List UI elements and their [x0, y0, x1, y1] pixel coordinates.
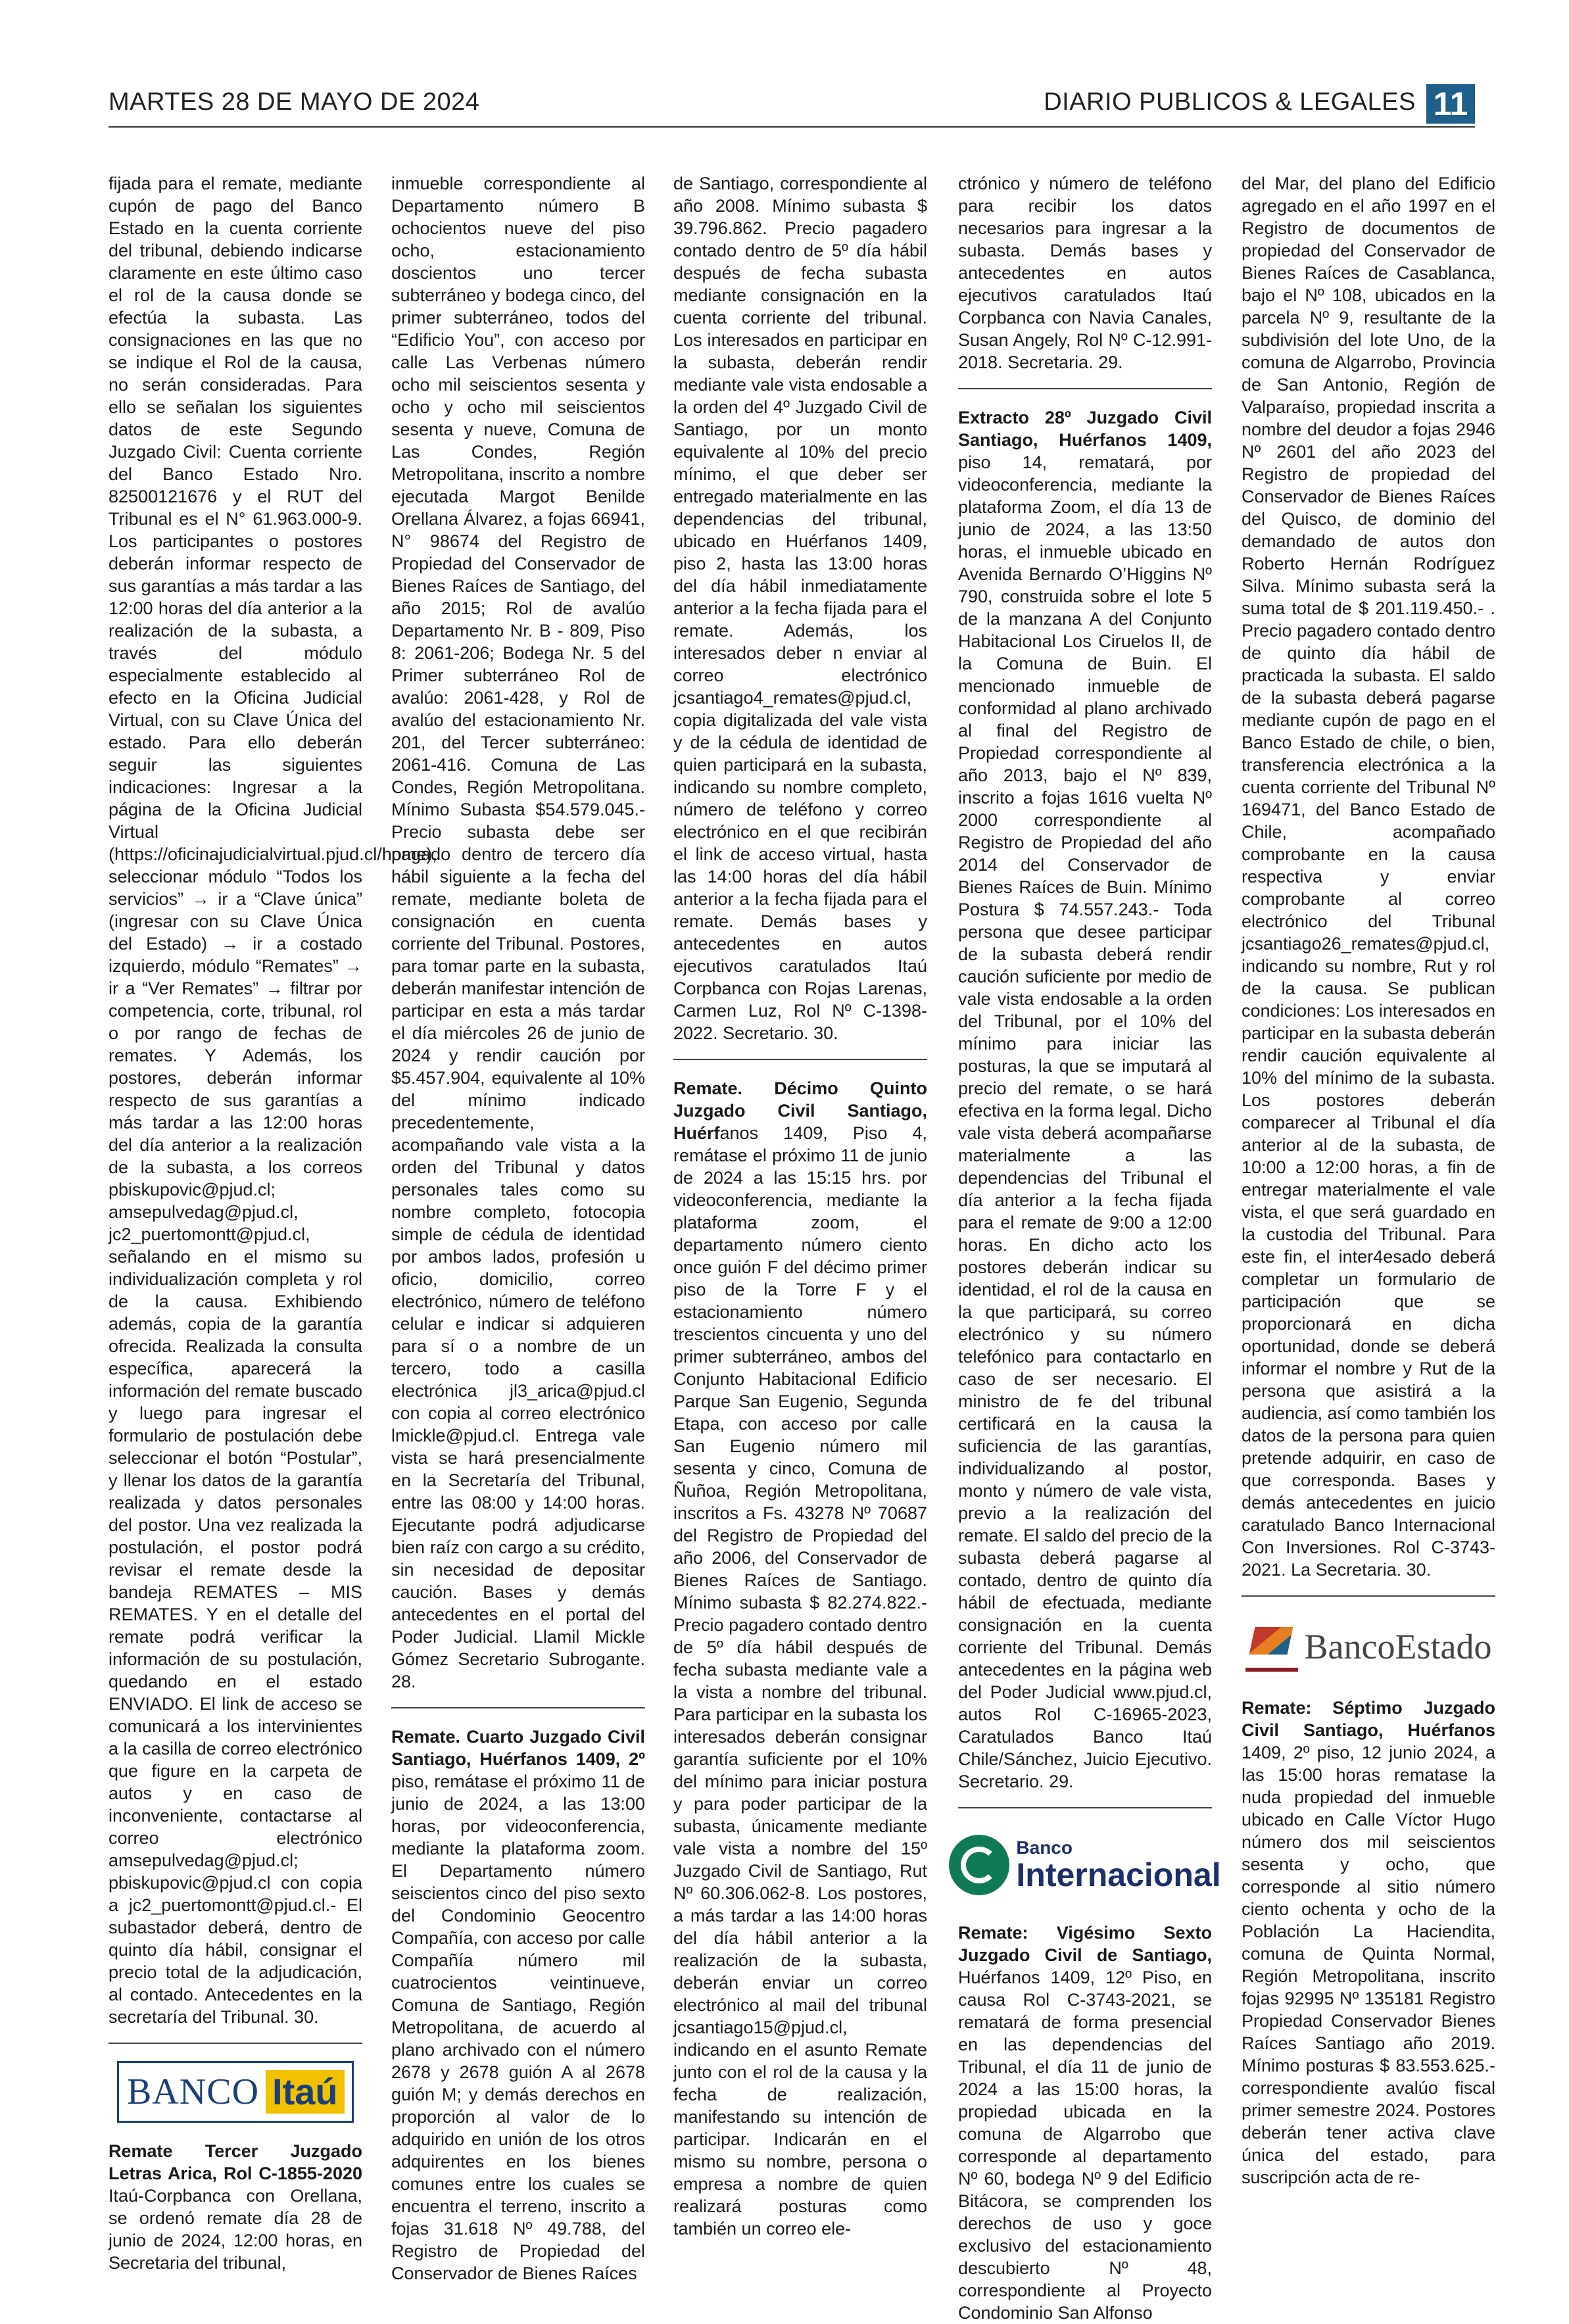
internacional-logo-top: Banco — [1016, 1837, 1073, 1858]
notice-divider — [673, 1059, 927, 1060]
notice-divider — [958, 388, 1212, 389]
notice-body: anos 1409, Piso 4, remátase el próximo 11 de junio de 2024 a las 15:15 hrs. por videoconferencia, mediante la plataforma zoom, el departamento número ciento once guión F del décimo primer piso de la Torre F y el estacionamiento número trescientos cincuenta y uno del primer subterráneo, ambos del Conjunto Habitacional Edificio Parque San Eugenio, Segunda Etapa, con acceso por calle San Eugenio número mil sesenta y cinco, Comuna de Ñuñoa, Región Metropolitana, inscritos a Fs. 43278 Nº 70687 del Registro de Propiedad del año 2006, del Conservador de Bienes Raíces de Santiago. Mínimo subasta $ 82.274.822.- Precio pagadero contado dentro de 5º día hábil después de fecha subasta mediante vale a la vista a nombre del tribunal. Para participar en la subasta los interesados deberán consignar garantía suficiente por el 10% del mínimo para iniciar postura y para poder participar de la subasta, únicamente mediante vale vista a nombre del 15º Juzgado Civil de Santiago, Rut Nº 60.306.062-8. Los postores, a más tardar a las 14:00 horas del día hábil anterior a la realización de la subasta, deberán enviar un correo electrónico al mail del tribunal jcsantiago15@pjud.cl, indicando en el asunto Remate junto con el rol de la causa y la fecha de realización, manifestando su intención de participar. Indicarán en el mismo su nombre, persona o empresa a nombre de quien realizará posturas como también un correo ele- — [673, 1123, 927, 2239]
notice-heading: Remate: Vigésimo Sexto Juzgado Civil de Santiago, — [958, 1923, 1212, 1965]
itau-logo-brand: Itaú — [266, 2070, 345, 2114]
internacional-logo-bottom: Internacional — [1016, 1856, 1221, 1893]
header-rule — [109, 126, 1475, 128]
column-3 — [673, 172, 927, 2263]
notice-text — [673, 1077, 927, 2240]
bancoestado-mark-icon — [1245, 1622, 1298, 1672]
itau-logo — [109, 2061, 362, 2123]
itau-logo-box — [117, 2061, 354, 2123]
bancoestado-logo — [1242, 1614, 1495, 1680]
column-4 — [958, 172, 1221, 2323]
notice-text — [1242, 1697, 1495, 2189]
notice-divider — [1242, 1595, 1495, 1597]
header-publication: DIARIO PUBLICOS & LEGALES — [1044, 88, 1416, 116]
column-1 — [109, 172, 437, 2273]
notice-text: del Mar, del plano del Edificio agregado en el año 1997 en el Registro de documentos de propiedad del Conservador de Bienes Raíces de Casablanca, bajo el Nº 108, ubicados en la parcela Nº 9, resultante de la subdivisión del lote Uno, de la comuna de Algarrobo, Provincia de San Antonio, Región de Valparaíso, propiedad inscrita a nombre del deudor a fojas 2946 Nº 2601 del año 2023 del Registro de propiedad del Conservador de Bienes Raíces del Quisco, de dominio del demandado de autos don Roberto Hernán Rodríguez Silva. Mínimo subasta será la suma total de $ 201.119.450.- . Precio pagadero contado dentro de quinto día hábil de practicada la subasta. El saldo de la subasta deberá pagarse mediante cupón de pago en el Banco Estado de chile, o bien, transferencia electrónica a la cuenta corriente del Tribunal Nº 169471, del Banco Estado de Chile, acompañado comprobante en la causa respectiva y enviar comprobante al correo electrónico del Tribunal jcsantiago26_remates@pjud.cl, indicando su nombre, Rut y rol de la causa. Se publican condiciones: Los interesados en participar en la subasta deberán rendir caución equivalente al 10% del mínimo de la subasta. Los postores deberán comparecer al Tribunal el día anterior al de la subasta, de 10:00 a 12:00 horas, a fin de entregar materialmente el vale vista, el que será guardado en la custodia del Tribunal. Para este fin, el inter4esado deberá completar un formulario de participación que se proporcionará en dicha oportunidad, donde se deberá informar el nombre y Rut de la persona que asistirá a la audiencia, así como también los datos de la persona para quien pretende adquirir, en caso de que corresponda. Bases y demás antecedentes en juicio caratulado Banco Internacional Con Inversiones. Rol C-3743-2021. La Secretaria. 30. — [1242, 174, 1495, 1580]
notice-text — [958, 406, 1212, 1793]
page-header — [109, 84, 1475, 125]
notice-divider — [958, 1807, 1212, 1808]
notice-text — [391, 1726, 645, 2285]
notice-heading: Remate. Décimo Quinto Juzgado Civil Santiago, Huérf — [673, 1078, 927, 1143]
header-date: MARTES 28 DE MAYO DE 2024 — [109, 88, 480, 116]
notice-heading: Remate: Séptimo Juzgado Civil Santiago, Huérfanos — [1242, 1698, 1495, 1740]
bancoestado-logo-text: BancoEstado — [1304, 1627, 1492, 1666]
notice-heading: Remate Tercer Juzgado Letras Arica, Rol C-1855-2020 — [109, 2141, 362, 2183]
banco-internacional-logo — [958, 1826, 1221, 1904]
notice-text — [958, 1922, 1212, 2324]
notice-heading: Remate. Cuarto Juzgado Civil Santiago, Huérfanos 1409, 2º — [391, 1727, 645, 1769]
notice-body: piso 14, rematará, por videoconferencia, mediante la plataforma Zoom, el día 13 de junio de 2024, a las 13:50 horas, el inmueble ubicado en Avenida Bernardo O’Higgins Nº 790, construida sobre el lote 5 de la manzana A del Conjunto Habitacional Los Ciruelos II, de la Comuna de Buin. El mencionado inmueble de conformidad al plano archivado al final del Registro de Propiedad correspondiente al año 2013, bajo el Nº 839, inscrito a fojas 1616 vuelta Nº 2000 correspondiente al Registro de Propiedad del año 2014 del Conservador de Bienes Raíces de Buin. Mínimo Postura $ 74.557.243.- Toda persona que desee participar de la subasta deberá rendir caución suficiente por medio de vale vista endosable a la orden del Tribunal, por el 10% del mínimo para iniciar las posturas, la que se imputará al precio del remate, o se hará efectiva en la forma legal. Dicho vale vista deberá acompañarse materialmente a las dependencias del Tribunal el día anterior a la fecha fijada para el remate de 9:00 a 12:00 horas. En dicho acto los postores deberán indicar su identidad, el rol de la causa en la que participará, su correo electrónico y su número telefónico para contactarlo en caso de ser necesario. El ministro de fe del tribunal certificará en la causa la suficiencia de las garantías, individualizando al postor, monto y número de vale vista, previo a la realización del remate. El saldo del precio de la subasta deberá pagarse al contado, dentro de quinto día hábil de efectuada, mediante consignación en la cuenta corriente del Tribunal. Demás antecedentes en la página web del Poder Judicial www.pjud.cl, autos Rol C-16965-2023, Caratulados Banco Itaú Chile/Sánchez, Juicio Ejecutivo. Secretario. 29. — [958, 452, 1212, 1791]
notice-text — [109, 2140, 362, 2274]
page-number-badge: 11 — [1426, 84, 1475, 124]
column-5 — [1242, 172, 1495, 2263]
column-2 — [391, 172, 645, 2283]
notice-body: Huérfanos 1409, 12º Piso, en causa Rol C-3743-2021, se rematará de forma presencial en las dependencias del Tribunal, el día 11 de junio de 2024 a las 15:00 horas, la propiedad ubicada en la comuna de Algarrobo que corresponde al departamento Nº 60, bodega Nº 9 del Edificio Bitácora, se comprenden los derechos de uso y goce exclusivo del estacionamiento descubierto Nº 48, correspondiente al Proyecto Condominio San Alfonso — [958, 1968, 1212, 2323]
notice-divider — [391, 1707, 645, 1708]
globe-icon — [949, 1835, 1009, 1895]
notice-text: fijada para el remate, mediante cupón de pago del Banco Estado en la cuenta corriente del tribunal, debiendo indicarse claramente en este último caso el rol de la causa donde se efectúa la subasta. Las consignaciones en las que no se indique el Rol de la causa, no serán consideradas. Para ello se señalan los siguientes datos de este Segundo Juzgado Civil: Cuenta corriente del Banco Estado Nro. 82500121676 y el RUT del Tribunal es el N° 61.963.000-9. Los participantes o postores deberán informar respecto de sus garantías a más tardar a las 12:00 horas del día anterior a la realización de la subasta, a través del módulo especialmente establecido al efecto en la Oficina Judicial Virtual, con su Clave Única del estado. Para ello deberán seguir las siguientes indicaciones: Ingresar a la página de la Oficina Judicial Virtual (https://oficinajudicialvirtual.pjud.cl/home), seleccionar módulo “Todos los servicios” → ir a “Clave única” (ingresar con su Clave Única del Estado) → ir a costado izquierdo, módulo “Remates” → ir a “Ver Remates” → filtrar por competencia, corte, tribunal, rol o por rango de fechas de remates. Y Además, los postores, deberán informar respecto de sus garantías a más tardar a las 12:00 horas del día anterior a la realización de la subasta, a los correos pbiskupovic@pjud.cl; amsepulvedag@pjud.cl, jc2_puertomontt@pjud.cl, señalando en el mismo su individualización completa y rol de la causa. Exhibiendo además, copia de la garantía ofrecida. Realizada la consulta específica, aparecerá la información del remate buscado y luego para ingresar el formulario de postulación debe seleccionar el botón “Postular”, y llenar los datos de la garantía realizada y datos personales del postor. Una vez realizada la postulación, el postor podrá revisar el remate desde la bandeja REMATES – MIS REMATES. Y en el detalle del remate podrá verificar la información de su postulación, quedando en el estado ENVIADO. El link de acceso se comunicará a los intervinientes a la casilla de correo electrónico que figure en la carpeta de autos y en caso de inconveniente, contactarse al correo electrónico amsepulvedag@pjud.cl; pbiskupovic@pjud.cl con copia a jc2_puertomontt@pjud.cl.- El subastador deberá, dentro de quinto día hábil, consignar el precio total de la adjudicación, al contado. Antecedentes en la secretaría del Tribunal. 30. — [109, 174, 437, 2027]
notice-body: Itaú-Corpbanca con Orellana, se ordenó remate día 28 de junio de 2024, 12:00 horas, en Secretaria del tribunal, — [109, 2186, 362, 2273]
notice-divider — [109, 2043, 362, 2044]
notice-text: ctrónico y número de teléfono para recibir los datos necesarios para ingresar a la subasta. Demás bases y antecedentes en autos ejecutivos caratulados Itaú Corpbanca con Navia Canales, Susan Angely, Rol Nº C-12.991-2018. Secretaria. 29. — [958, 174, 1212, 372]
notice-body: piso, remátase el próximo 11 de junio de 2024, a las 13:00 horas, por videoconferencia, mediante la plataforma zoom. El Departamento número seiscientos cinco del piso sexto del Condominio Geocentro Compañía, con acceso por calle Compañía número mil cuatrocientos veintinueve, Comuna de Santiago, Región Metropolitana, de acuerdo al plano archivado con el número 2678 y 2678 guión A al 2678 guión M; y demás derechos en proporción al valor de lo adquirido en unión de los otros adquirentes en los bienes comunes entre los cuales se encuentra el terreno, inscrito a fojas 31.618 Nº 49.788, del Registro de Propiedad del Conservador de Bienes Raíces — [391, 1772, 645, 2283]
notice-text: inmueble correspondiente al Departamento número B ochocientos nueve del piso ocho, estacionamiento doscientos uno tercer subterráneo y bodega cinco, del primer subterráneo, todos del “Edificio You”, con acceso por calle Las Verbenas número ocho mil seiscientos sesenta y ocho y ocho mil seiscientos sesenta y nueve, Comuna de Las Condes, Región Metropolitana, inscrito a nombre ejecutada Margot Benilde Orellana Álvarez, a fojas 66941, N° 98674 del Registro de Propiedad del Conservador de Bienes Raíces de Santiago, del año 2015; Rol de avalúo Departamento Nr. B - 809, Piso 8: 2061-206; Bodega Nr. 5 del Primer subterráneo Rol de avalúo: 2061-428, y Rol de avalúo del estacionamiento Nr. 201, del Tercer subterráneo: 2061-416. Comuna de Las Condes, Región Metropolitana. Mínimo Subasta $54.579.045.- Precio subasta debe ser pagado dentro de tercero día hábil siguiente a la fecha del remate, mediante boleta de consignación en cuenta corriente del Tribunal. Postores, para tomar parte en la subasta, deberán manifestar intención de participar en esta a más tardar el día miércoles 26 de junio de 2024 y rendir caución por $5.457.904, equivalente al 10% del mínimo indicado precedentemente, acompañando vale vista a la orden del Tribunal y datos personales tales como su nombre completo, fotocopia simple de cédula de identidad por ambos lados, profesión u oficio, domicilio, correo electrónico, número de teléfono celular e indicar si adquieren para sí o a nombre de un tercero, todo a casilla electrónica jl3_arica@pjud.cl con copia al correo electrónico lmickle@pjud.cl. Entrega vale vista se hará presencialmente en la Secretaría del Tribunal, entre las 08:00 y 14:00 horas. Ejecutante podrá adjudicarse bien raíz con cargo a su crédito, sin necesidad de depositar caución. Bases y demás antecedentes en el portal del Poder Judicial. Llamil Mickle Gómez Secretario Subrogante. 28. — [391, 174, 645, 1691]
itau-logo-banco: BANCO — [127, 2071, 260, 2112]
notice-text: de Santiago, correspondiente al año 2008. Mínimo subasta $ 39.796.862. Precio pagadero contado dentro de 5º día hábil después de fecha subasta mediante consignación en la cuenta corriente del tribunal. Los interesados en participar en la subasta, deberán rendir mediante vale vista endosable a la orden del 4º Juzgado Civil de Santiago, por un monto equivalente al 10% del precio mínimo, el que deber ser entregado materialmente en las dependencias del tribunal, ubicado en Huérfanos 1409, piso 2, hasta las 13:00 horas del día hábil inmediatamente anterior a la fecha fijada para el remate. Además, los interesados deber n enviar al correo electrónico jcsantiago4_remates@pjud.cl, copia digitalizada del vale vista y de la cédula de identidad de quien participará en la subasta, indicando su nombre completo, número de teléfono y correo electrónico en el que recibirán el link de acceso virtual, hasta las 14:00 horas del día hábil anterior a la fecha fijada para el remate. Demás bases y antecedentes en autos ejecutivos caratulados Itaú Corpbanca con Rojas Larenas, Carmen Luz, Rol Nº C-1398-2022. Secretario. 30. — [673, 174, 927, 1043]
notice-body: 1409, 2º piso, 12 junio 2024, a las 15:00 horas rematase la nuda propiedad del inmueble ubicado en Calle Víctor Hugo número dos mil seiscientos sesenta y ocho, que corresponde al sitio número ciento ochenta y ocho de la Población La Haciendita, comuna de Quinta Normal, Región Metropolitana, inscrito fojas 92995 Nº 135181 Registro Propiedad Conservador Bienes Raíces Santiago año 2019. Mínimo posturas $ 83.553.625.- correspondiente avalúo fiscal primer semestre 2024. Postores deberán tener activa clave única del estado, para suscripción acta de re- — [1242, 1743, 1495, 2187]
notice-heading: Extracto 28º Juzgado Civil Santiago, Huérfanos 1409, — [958, 408, 1212, 450]
